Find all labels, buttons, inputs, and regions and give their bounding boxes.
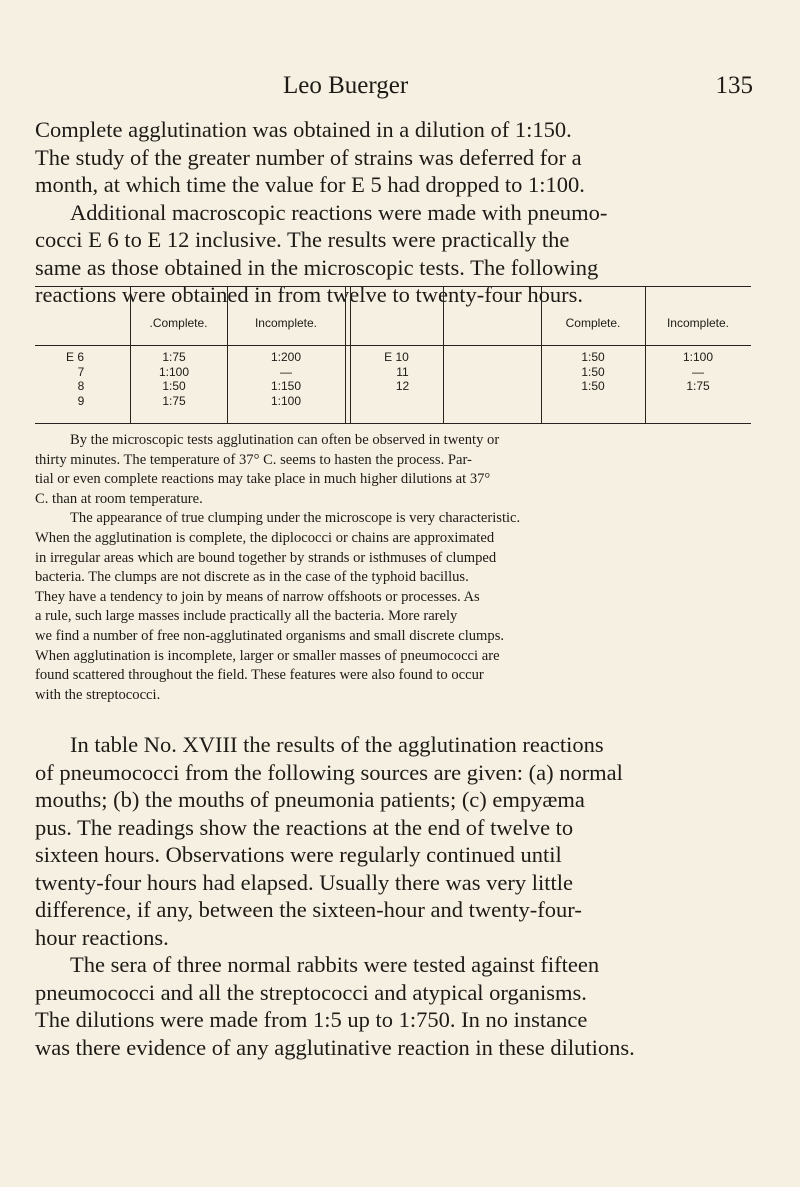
header-complete-right: Complete. <box>565 316 621 330</box>
text-line: The dilutions were made from 1:5 up to 1:750. In no instance <box>35 1007 588 1032</box>
paragraph-intro <box>35 116 750 309</box>
table-header-rule <box>35 345 751 346</box>
text-line: sixteen hours. Observations were regularly continued until <box>35 842 562 867</box>
table-cell: 11 <box>396 364 409 379</box>
paragraph-microscopic <box>35 431 751 705</box>
table-cell: E 6 <box>65 350 84 364</box>
table-top-rule <box>35 286 751 287</box>
table-cell: 12 <box>395 379 410 393</box>
table-cell: 1:50 <box>581 379 605 393</box>
text-line: of pneumococci from the following sources are given: (a) normal <box>35 759 623 785</box>
table-cell: 1:100 <box>682 350 714 364</box>
header-incomplete-left: Incomplete. <box>254 316 318 330</box>
text-line: twenty-four hours had elapsed. Usually there was very little <box>35 869 573 895</box>
paragraph-table-xviii <box>35 731 750 1061</box>
text-line: thirty minutes. The temperature of 37° C. seems to hasten the process. Par- <box>35 451 472 468</box>
text-line: When the agglutination is complete, the diplococci or chains are approximated <box>35 529 495 546</box>
text-line: with the streptococci. <box>35 686 161 703</box>
table-cell: 1:150 <box>270 379 302 393</box>
table-cell: 1:75 <box>162 350 186 364</box>
text-line: Additional macroscopic reactions were made with pneumo- <box>70 199 608 225</box>
column-incomplete-left <box>227 350 345 408</box>
text-line: in irregular areas which are bound together by strands or isthmuses of clumped <box>35 549 497 566</box>
table-cell: 1:75 <box>686 379 710 393</box>
text-line: They have a tendency to join by means of narrow offshoots or processes. As <box>35 588 480 605</box>
text-line: hour reactions. <box>35 924 169 950</box>
header-complete-left: .Complete. <box>149 316 208 330</box>
text-line: found scattered throughout the field. These features were also found to occur <box>35 667 484 684</box>
text-line: month, at which time the value for E 5 had dropped to 1:100. <box>35 172 585 197</box>
text-line: reactions were obtained in from twelve to twenty-four hours. <box>35 282 583 307</box>
table-cell: 1:100 <box>270 393 302 408</box>
text-line: tial or even complete reactions may take place in much higher dilutions at 37° <box>35 471 491 488</box>
column-complete-left <box>130 350 218 408</box>
text-line: The appearance of true clumping under the microscope is very characteristic. <box>70 510 521 527</box>
table-cell: 8 <box>77 379 85 393</box>
table-cell: 7 <box>77 364 85 379</box>
table-cell: 1:50 <box>162 379 186 393</box>
text-line: In table No. XVIII the results of the agglutination reactions <box>70 732 604 757</box>
table-cell: 1:50 <box>581 364 605 379</box>
text-line: a rule, such large masses include practically all the bacteria. More rarely <box>35 608 458 625</box>
text-line: same as those obtained in the microscopic tests. The following <box>35 254 599 280</box>
header-author: Leo Buerger <box>283 72 409 99</box>
header-incomplete-right: Incomplete. <box>666 316 730 330</box>
table-cell: — <box>692 364 704 379</box>
text-line: C. than at room temperature. <box>35 490 203 507</box>
column-complete-right <box>541 350 645 394</box>
text-line: mouths; (b) the mouths of pneumonia patients; (c) empyæma <box>35 787 585 812</box>
text-line: The sera of three normal rabbits were tested against fifteen <box>70 952 600 977</box>
text-line: we find a number of free non-agglutinated organisms and small discrete clumps. <box>35 627 505 644</box>
text-line: pus. The readings show the reactions at the end of twelve to <box>35 814 574 840</box>
text-line: cocci E 6 to E 12 inclusive. The results were practically the <box>35 227 570 252</box>
text-line: When agglutination is incomplete, larger or smaller masses of pneumococci are <box>35 647 500 664</box>
table-bottom-rule <box>35 423 751 424</box>
table-cell: 1:200 <box>270 350 302 364</box>
table-cell: 9 <box>77 393 85 408</box>
table-cell: — <box>280 364 292 379</box>
text-line: By the microscopic tests agglutination can often be observed in twenty or <box>70 432 500 448</box>
table-cell: 1:50 <box>581 350 605 364</box>
column-strains-right <box>350 350 443 394</box>
table-cell: 1:100 <box>158 364 190 379</box>
text-line: was there evidence of any agglutinative reaction in these dilutions. <box>35 1034 635 1060</box>
table-col-divider <box>345 286 346 423</box>
table-cell: E 10 <box>384 350 409 364</box>
text-line: pneumococci and all the streptococci and atypical organisms. <box>35 979 587 1005</box>
page-number: 135 <box>715 72 753 99</box>
table-cell: 1:75 <box>162 393 186 408</box>
text-line: difference, if any, between the sixteen-hour and twenty-four- <box>35 897 582 922</box>
column-strains-left <box>40 350 110 408</box>
text-line: Complete agglutination was obtained in a dilution of 1:150. <box>35 117 572 142</box>
column-incomplete-right <box>645 350 751 394</box>
table-col-divider <box>443 286 444 423</box>
text-line: The study of the greater number of strains was deferred for a <box>35 144 582 170</box>
running-header <box>283 72 753 102</box>
text-line: bacteria. The clumps are not discrete as in the case of the typhoid bacillus. <box>35 569 469 586</box>
